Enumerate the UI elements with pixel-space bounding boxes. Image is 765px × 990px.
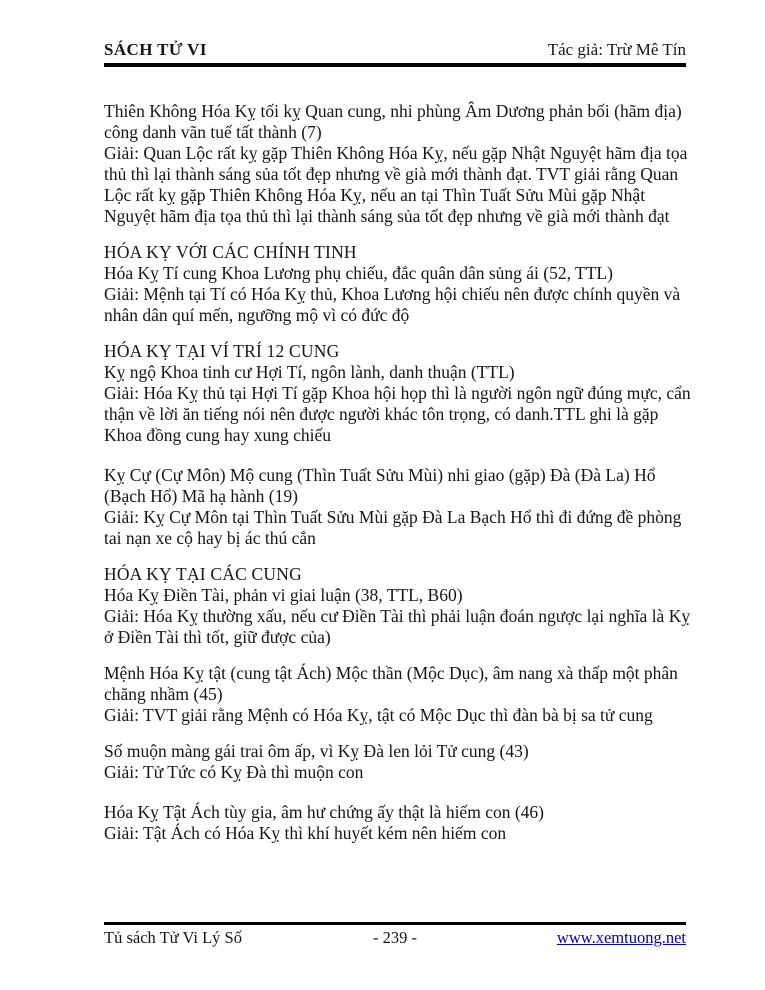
section-heading: HÓA KỴ TẠI CÁC CUNG bbox=[104, 564, 302, 584]
paragraph: Kỵ Cự (Cự Môn) Mộ cung (Thìn Tuất Sửu Mùi) nhi giao (gặp) Đà (Đà La) Hổ (Bạch Hổ) Mã hạ hành (19) bbox=[104, 465, 656, 506]
content-blocks bbox=[104, 101, 694, 844]
paragraph: Thiên Không Hóa Kỵ tối kỵ Quan cung, nhi phùng Âm Dương phản bối (hãm địa) công danh vãn tuế tất thành (7) bbox=[104, 101, 682, 142]
paragraph: Kỵ ngộ Khoa tinh cư Hợi Tí, ngôn lành, danh thuận (TTL) bbox=[104, 362, 515, 382]
paragraph: Giải: Mệnh tại Tí có Hóa Kỵ thủ, Khoa Lương hội chiếu nên được chính quyền và nhân dân quí mến, ngưỡng mộ vì có đức độ bbox=[104, 284, 681, 325]
paragraph: Giải: Tử Tức có Kỵ Đà thì muộn con bbox=[104, 762, 364, 782]
paragraph: Hóa Kỵ Điền Tài, phản vi giai luận (38, TTL, B60) bbox=[104, 585, 463, 605]
paragraph: Giải: Tật Ách có Hóa Kỵ thì khí huyết kém nên hiếm con bbox=[104, 823, 507, 843]
page-header bbox=[104, 40, 686, 60]
header-book-title: SÁCH TỬ VI bbox=[104, 40, 207, 59]
paragraph: Giải: Quan Lộc rất kỵ gặp Thiên Không Hóa Kỵ, nếu gặp Nhật Nguyệt hãm địa tọa thủ thì lại thành sáng sủa tốt đẹp nhưng về già mới thành đạt. TVT giải rằng Quan Lộc rất kỵ gặp Thiên Không Hóa Kỵ, nếu an tại Thìn Tuất Sửu Mùi gặp Nhật Nguyệt hãm địa tọa thủ thì lại thành sáng sủa tốt đẹp nhưng về già mới thành đạt bbox=[104, 143, 688, 226]
paragraph: Hóa Kỵ Tí cung Khoa Lương phụ chiếu, đắc quân dân sủng ái (52, TTL) bbox=[104, 263, 613, 283]
paragraph: Giải: Kỵ Cự Môn tại Thìn Tuất Sửu Mùi gặp Đà La Bạch Hổ thì đi đứng đề phòng tai nạn xe cộ hay bị ác thú cắn bbox=[104, 507, 682, 548]
paragraph: Hóa Kỵ Tật Ách tùy gia, âm hư chứng ấy thật là hiếm con (46) bbox=[104, 802, 544, 822]
section-heading: HÓA KỴ VỚI CÁC CHÍNH TINH bbox=[104, 242, 357, 262]
paragraph: Mệnh Hóa Kỵ tật (cung tật Ách) Mộc thần (Mộc Dục), âm nang xà thấp một phân chăng nhầm (45) bbox=[104, 663, 678, 704]
paragraph: Số muộn màng gái trai ôm ấp, vì Kỵ Đà len lỏi Tử cung (43) bbox=[104, 741, 529, 761]
page-footer bbox=[104, 922, 686, 948]
paragraph: Giải: Hóa Kỵ thủ tại Hợi Tí gặp Khoa hội họp thì là người ngôn ngữ đúng mực, cẩn thận về lời ăn tiếng nói nên được người khác tôn trọng, có danh.TTL ghi là gặp Khoa đồng cung hay xung chiếu bbox=[104, 383, 691, 445]
footer-page-number: - 239 - bbox=[373, 928, 417, 947]
section-heading: HÓA KỴ TẠI VÍ TRÍ 12 CUNG bbox=[104, 341, 340, 361]
header-author: Tác giả: Trừ Mê Tín bbox=[547, 40, 686, 59]
footer-website-link[interactable]: www.xemtuong.net bbox=[556, 928, 686, 947]
paragraph: Giải: TVT giải rằng Mệnh có Hóa Kỵ, tật có Mộc Dục thì đàn bà bị sa tử cung bbox=[104, 705, 653, 725]
paragraph: Giải: Hóa Kỵ thường xấu, nếu cư Điền Tài thì phải luận đoán ngược lại nghĩa là Kỵ ở Điền Tài thì tốt, giữ được của) bbox=[104, 606, 691, 647]
footer-series-title: Tủ sách Tử Vi Lý Số bbox=[104, 928, 242, 947]
header-rule bbox=[104, 63, 686, 67]
footer-rule bbox=[104, 922, 686, 925]
